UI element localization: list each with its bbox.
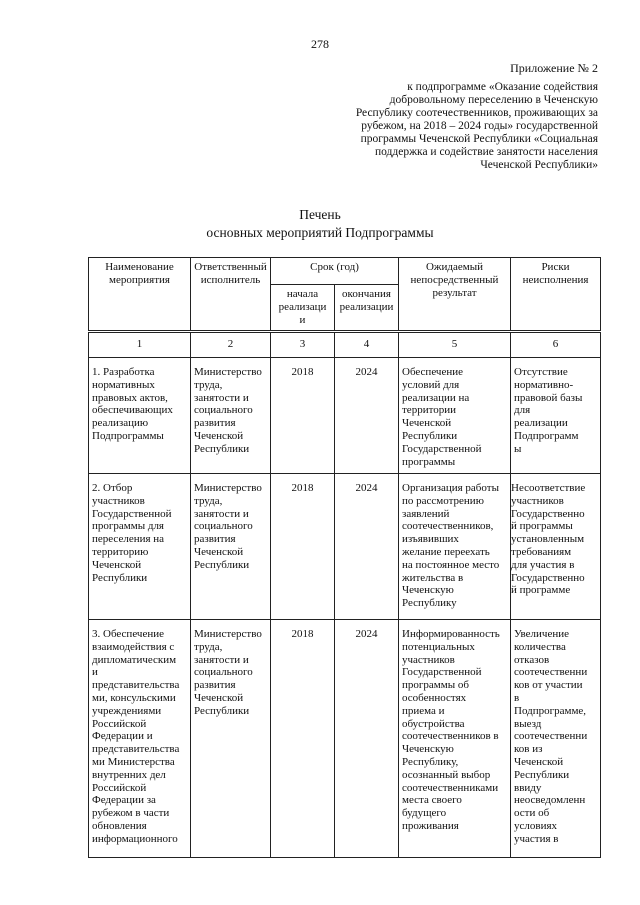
column-number: 4 [335, 332, 399, 358]
cell-risks: Несоответствие участников Государственно й программы установленным требованиям для участия в Государственно й программе [511, 474, 601, 620]
cell-end: 2024 [335, 620, 399, 858]
header-start: начала реализаци и [271, 285, 335, 332]
table-header-row [89, 258, 601, 285]
cell-start: 2018 [271, 620, 335, 858]
column-number-row [89, 332, 601, 358]
cell-executor: Министерство труда, занятости и социального развития Чеченской Республики [191, 474, 271, 620]
cell-risks: Отсутствие нормативно- правовой базы для реализации Подпрограмм ы [511, 358, 601, 474]
cell-name: 3. Обеспечение взаимодействия с дипломатическим и представительства ми, консульскими учреждениями Российской Федерации и представительства ми Министерства внутренних дел Российской Федерации за рубежом в части обновления информационного [89, 620, 191, 858]
cell-result: Информированность потенциальных участников Государственной программы об особенностях приема и обустройства соотечественников в Чеченскую Республику, осознанный выбор соотечественниками места своего будущего проживания [399, 620, 511, 858]
column-number: 1 [89, 332, 191, 358]
appendix-description: к подпрограмме «Оказание содействия добровольному переселению в Чеченскую Республику соотечественников, проживающих за рубежом, на 2018 – 2024 годы» государственной программы Чеченской Республики «Социальная поддержка и содействие занятости населения Чеченской Республики» [355, 81, 598, 171]
table-row [89, 358, 601, 474]
column-number: 2 [191, 332, 271, 358]
column-number: 6 [511, 332, 601, 358]
column-number: 3 [271, 332, 335, 358]
cell-end: 2024 [335, 358, 399, 474]
page-number: 278 [311, 37, 329, 51]
header-result: Ожидаемый непосредственный результат [399, 258, 511, 332]
header-end: окончания реализации [335, 285, 399, 332]
cell-executor: Министерство труда, занятости и социального развития Чеченской Республики [191, 358, 271, 474]
cell-start: 2018 [271, 474, 335, 620]
measures-table [88, 257, 601, 858]
cell-executor: Министерство труда, занятости и социального развития Чеченской Республики [191, 620, 271, 858]
header-period: Срок (год) [271, 258, 399, 285]
appendix-label: Приложение № 2 [510, 61, 598, 75]
cell-result: Организация работы по рассмотрению заявлений соотечественников, изъявивших желание переехать на постоянное место жительства в Чеченскую Республику [399, 474, 511, 620]
cell-risks: Увеличение количества отказов соотечественни ков от участии в Подпрограмме, выезд соотечественни ков из Чеченской Республики ввиду неосведомленн ости об условиях участия в [511, 620, 601, 858]
cell-start: 2018 [271, 358, 335, 474]
table-row [89, 620, 601, 858]
header-executor: Ответственный исполнитель [191, 258, 271, 332]
cell-name: 1. Разработка нормативных правовых актов, обеспечивающих реализацию Подпрограммы [89, 358, 191, 474]
column-number: 5 [399, 332, 511, 358]
table-row [89, 474, 601, 620]
cell-name: 2. Отбор участников Государственной программы для переселения на территорию Чеченской Республики [89, 474, 191, 620]
cell-result: Обеспечение условий для реализации на территории Чеченской Республики Государственной программы [399, 358, 511, 474]
cell-end: 2024 [335, 474, 399, 620]
document-title: Печень основных мероприятий Подпрограммы [206, 207, 434, 240]
header-name: Наименование мероприятия [89, 258, 191, 332]
header-risks: Риски неисполнения [511, 258, 601, 332]
